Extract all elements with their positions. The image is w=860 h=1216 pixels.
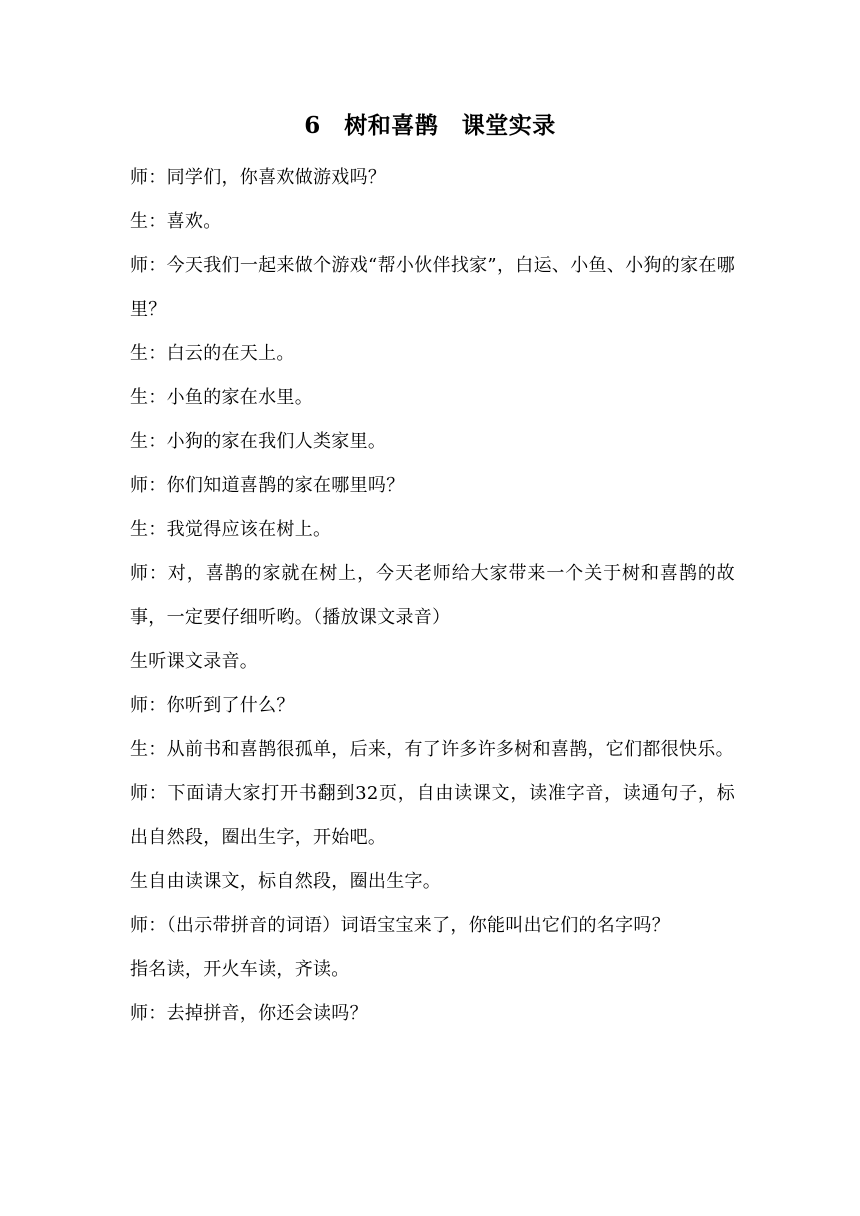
paragraph: 生：我觉得应该在树上。 xyxy=(130,519,332,540)
paragraph: 生：喜欢。 xyxy=(130,211,222,232)
page-title: 6 树和喜鹊 课堂实录 xyxy=(304,112,556,139)
paragraph: 生：白云的在天上。 xyxy=(130,343,295,364)
transcript-body xyxy=(130,156,735,1036)
paragraph: 师：同学们，你喜欢做游戏吗？ xyxy=(130,167,387,188)
paragraph: 师：（出示带拼音的词语）词语宝宝来了，你能叫出它们的名字吗？ xyxy=(130,915,670,936)
paragraph: 师：今天我们一起来做个游戏“帮小伙伴找家”，白运、小鱼、小狗的家在哪里？ xyxy=(130,255,735,320)
paragraph: 生自由读课文，标自然段，圈出生字。 xyxy=(130,871,442,892)
paragraph: 师：下面请大家打开书翻到32页，自由读课文，读准字音，读通句子，标出自然段，圈出生字，开始吧。 xyxy=(130,783,735,848)
paragraph: 生：小狗的家在我们人类家里。 xyxy=(130,431,387,452)
paragraph: 指名读，开火车读，齐读。 xyxy=(130,959,350,980)
paragraph: 师：去掉拼音，你还会读吗？ xyxy=(130,1003,368,1024)
paragraph: 师：你们知道喜鹊的家在哪里吗？ xyxy=(130,475,405,496)
paragraph: 生听课文录音。 xyxy=(130,651,259,672)
paragraph: 师：对，喜鹊的家就在树上，今天老师给大家带来一个关于树和喜鹊的故事，一定要仔细听哟。（播放课文录音） xyxy=(130,563,735,628)
paragraph: 师：你听到了什么？ xyxy=(130,695,295,716)
paragraph: 生：从前书和喜鹊很孤单，后来，有了许多许多树和喜鹊，它们都很快乐。 xyxy=(130,739,734,760)
paragraph: 生：小鱼的家在水里。 xyxy=(130,387,313,408)
